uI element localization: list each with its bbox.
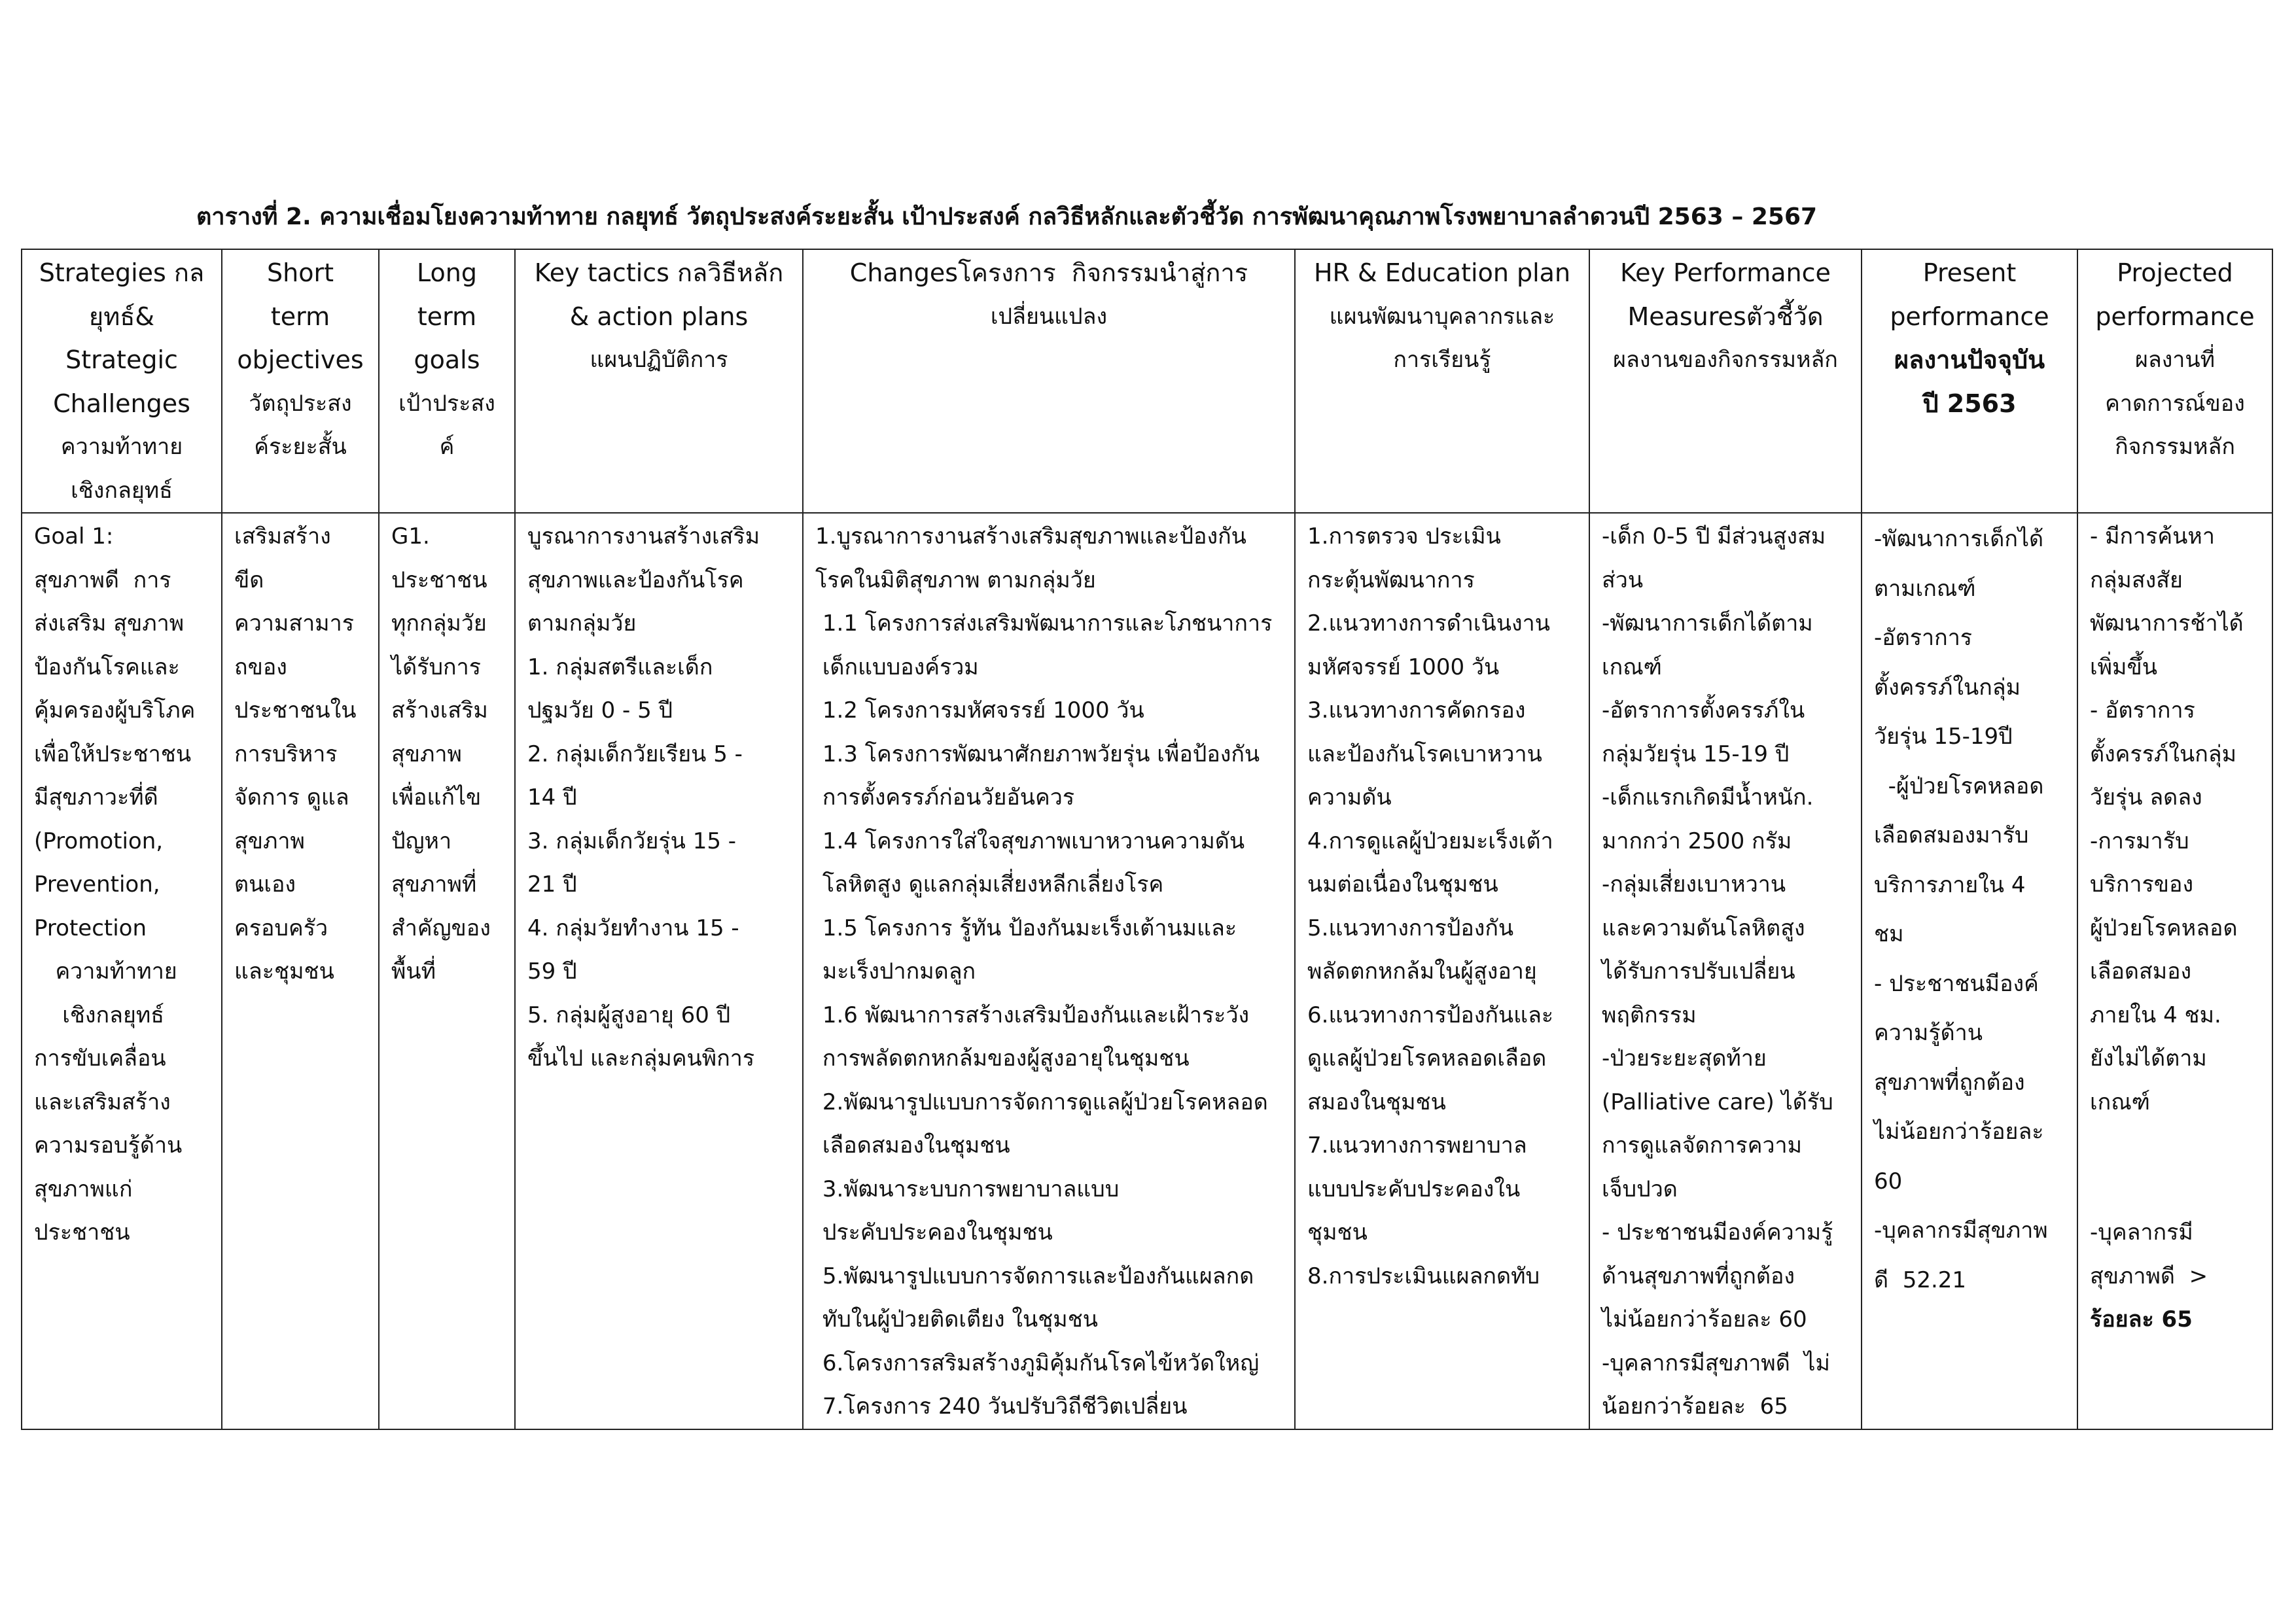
cell-line: เชิงกลยุทธ์ [34,1002,165,1028]
cell-line: สุขภาพ [391,741,462,767]
cell-line: สุขภาพดี การ [34,567,171,593]
cell-long-term [379,513,515,1429]
header-projected [2077,249,2272,513]
cell-line: ไม่น้อยกว่าร้อยละ [1874,1119,2044,1145]
cell-line: สุขภาพที่ถูกต้อง [1874,1069,2025,1096]
header-line: Strategies กล [39,258,205,287]
cell-line: -การมารับ [2090,828,2189,854]
cell-line: เลือดสมอง [2090,958,2192,985]
header-line: goals [414,345,480,374]
cell-line: นมต่อเนื่องในชุมชน [1307,871,1498,898]
projected-bottom [2090,1211,2263,1342]
cell-line: ชม [1874,921,1904,947]
cell-line: - ประชาชนมีองค์ [1874,970,2039,997]
cell-line: -เด็ก 0-5 ปี มีส่วนสูงสม [1602,523,1826,550]
cell-line: ไม่น้อยกว่าร้อยละ 60 [1602,1306,1807,1333]
header-line: ปี 2563 [1922,389,2017,418]
cell-changes [803,513,1295,1429]
cell-line: -เด็กแรกเกิดมีน้ำหนัก. [1602,784,1814,811]
cell-line: ร้อยละ 65 [2090,1306,2193,1333]
cell-line: (Palliative care) ได้รับ [1602,1089,1833,1115]
header-line: Projected [2117,258,2233,287]
cell-line: น้อยกว่าร้อยละ 65 [1602,1393,1788,1420]
cell-line: สุขภาพ [234,828,305,854]
cell-line: วัยรุ่น 15-19ปี [1874,724,2013,750]
cell-line: ดี 52.21 [1874,1266,1967,1293]
header-line: ค์ [439,434,455,460]
cell-line: ด้านสุขภาพที่ถูกต้อง [1602,1263,1795,1289]
header-kpm [1589,249,1862,513]
cell-line: 5. กลุ่มผู้สูงอายุ 60 ปี [527,1002,731,1028]
cell-line: และความดันโลหิตสูง [1602,915,1805,941]
cell-line: เสริมสร้าง [234,523,331,550]
cell-line: 1.1 โครงการส่งเสริมพัฒนาการและโภชนาการ [815,610,1273,637]
header-line: performance [1890,302,2049,331]
cell-line: พฤติกรรม [1602,1002,1697,1028]
cell-line: -อัตราการตั้งครรภ์ใน [1602,697,1805,724]
cell-line: พลัดตกหกล้มในผู้สูงอายุ [1307,958,1537,985]
cell-line: 1.การตรวจ ประเมิน [1307,523,1501,550]
header-row [22,249,2272,513]
cell-line: ถของ [234,654,287,680]
cell-line: การดูแลจัดการความ [1602,1132,1803,1159]
cell-line: สมองในชุมชน [1307,1089,1446,1115]
header-line: Strategic [65,345,178,374]
cell-line: - ประชาชนมีองค์ความรู้ [1602,1219,1833,1246]
header-line: ยุทธ์& [88,302,155,331]
cell-line: ประคับประคองในชุมชน [815,1219,1053,1246]
cell-short-term [222,513,379,1429]
cell-line: บริการของ [2090,871,2194,898]
header-line: Long [417,258,477,287]
header-line: เชิงกลยุทธ์ [71,477,173,504]
cell-line: สุขภาพที่ [391,871,477,898]
cell-line: -พัฒนาการเด็กได้ [1874,526,2044,552]
cell-line: เจ็บปวด [1602,1176,1678,1202]
cell-line: แบบประคับประคองใน [1307,1176,1521,1202]
cell-line: -พัฒนาการเด็กได้ตาม [1602,610,1813,637]
header-line: Changesโครงการ กิจกรรมนำสู่การ [849,258,1248,287]
cell-line: 5.พัฒนารูปแบบการจัดการและป้องกันแผลกด [815,1263,1254,1289]
cell-line: Goal 1: [34,523,114,550]
cell-line: ความรู้ด้าน [1874,1020,1983,1046]
header-key-tactics [515,249,803,513]
cell-line: โลหิตสูง ดูแลกลุ่มเสี่ยงหลีกเลี่ยงโรค [815,871,1164,898]
cell-line: 21 ปี [527,871,577,898]
header-strategies [22,249,222,513]
cell-line: 1.2 โครงการมหัศจรรย์ 1000 วัน [815,697,1144,724]
header-line: performance [2095,302,2255,331]
cell-line: วัยรุ่น ลดลง [2090,784,2202,811]
cell-line: ครอบครัว [234,915,328,941]
header-long-term [379,249,515,513]
cell-kpm [1589,513,1862,1429]
cell-line: - อัตราการ [2090,697,2195,724]
cell-line: ทุกกลุ่มวัย [391,610,487,637]
cell-line: สุขภาพและป้องกันโรค [527,567,744,593]
cell-strategies [22,513,222,1429]
cell-line: การตั้งครรภ์ก่อนวัยอันควร [815,784,1075,811]
cell-line: บูรณาการงานสร้างเสริม [527,523,760,550]
page-title: ตารางที่ 2. ความเชื่อมโยงความท้าทาย กลยุทธ์ วัตถุประสงค์ระยะสั้น เป้าประสงค์ กลวิธีหลักและตัวชี้วัด การพัฒนาคุณภาพโรงพยาบาลลำดวนปี 2563 – 2567 [196,203,1818,230]
header-line: & action plans [569,302,749,331]
header-line: term [417,302,477,331]
cell-line: 59 ปี [527,958,577,985]
cell-line: 60 [1874,1168,1903,1195]
cell-line: และชุมชน [234,958,334,985]
header-line: ความท้าทาย [60,434,183,460]
cell-projected [2077,513,2272,1429]
cell-line: 1.3 โครงการพัฒนาศักยภาพวัยรุ่น เพื่อป้องกัน [815,741,1260,767]
strategy-table [21,249,2273,1430]
cell-line: ได้รับการ [391,654,481,680]
cell-line: -ผู้ป่วยโรคหลอด [1874,773,2044,799]
header-line: objectives [237,345,364,374]
goal-row [22,513,2272,1429]
cell-line: Prevention, [34,871,160,898]
cell-line: ขึ้นไป และกลุ่มคนพิการ [527,1045,755,1072]
cell-line: ป้องกันโรคและ [34,654,180,680]
cell-line: ตั้งครรภ์ในกลุ่ม [1874,674,2021,701]
cell-line: เด็กแบบองค์รวม [815,654,979,680]
header-line: ผลงานของกิจกรรมหลัก [1613,347,1838,373]
cell-line: 7.แนวทางการพยาบาล [1307,1132,1527,1159]
header-changes [803,249,1295,513]
cell-line: สร้างเสริม [391,697,488,724]
cell-line: กลุ่มวัยรุ่น 15-19 ปี [1602,741,1790,767]
cell-line: มากกว่า 2500 กรัม [1602,828,1792,854]
cell-line: 14 ปี [527,784,577,811]
cell-line: 4.การดูแลผู้ป่วยมะเร็งเต้า [1307,828,1553,854]
cell-present [1862,513,2077,1429]
cell-line: สุขภาพดี > [2090,1263,2208,1289]
cell-line: กลุ่มสงสัย [2090,567,2183,593]
cell-hr-plan [1295,513,1589,1429]
header-hr-plan [1295,249,1589,513]
cell-line: ความท้าทาย [34,958,177,985]
cell-line: ตนเอง [234,871,296,898]
cell-line: เพิ่มขึ้น [2090,654,2157,680]
cell-line: 3.พัฒนาระบบการพยาบาลแบบ [815,1176,1120,1202]
cell-line: จัดการ ดูแล [234,784,349,811]
cell-line: ตามกลุ่มวัย [527,610,637,637]
cell-line: ขีด [234,567,264,593]
cell-line: ตามเกณฑ์ [1874,575,1976,602]
cell-line: เกณฑ์ [1602,654,1662,680]
cell-line: 3.แนวทางการคัดกรอง [1307,697,1526,724]
header-present [1862,249,2077,513]
cell-line: ส่วน [1602,567,1644,593]
cell-line: ชุมชน [1307,1219,1368,1246]
header-short-term [222,249,379,513]
cell-line: มีสุขภาวะที่ดี [34,784,158,811]
header-line: Key tactics กลวิธีหลัก [534,258,784,287]
cell-line: 1.5 โครงการ รู้ทัน ป้องกันมะเร็งเต้านมและ [815,915,1237,941]
cell-line: -กลุ่มเสี่ยงเบาหวาน [1602,871,1786,898]
header-line: ผลงานที่ [2134,347,2216,373]
cell-line: สำคัญของ [391,915,491,941]
cell-line: พื้นที่ [391,958,436,985]
cell-line: ตั้งครรภ์ในกลุ่ม [2090,741,2237,767]
cell-line: บริการภายใน 4 [1874,871,2026,898]
header-line: เปลี่ยนแปลง [990,303,1108,330]
cell-line: -อัตราการ [1874,625,1973,651]
cell-line: ดูแลผู้ป่วยโรคหลอดเลือด [1307,1045,1547,1072]
cell-line: ส่งเสริม สุขภาพ [34,610,185,637]
cell-line: 6.โครงการสริมสร้างภูมิคุ้มกันโรคไข้หวัดใหญ่ [815,1350,1260,1376]
header-line: เป้าประสง [398,390,495,417]
cell-line: เลือดสมองมารับ [1874,822,2029,848]
cell-line: -ป่วยระยะสุดท้าย [1602,1045,1767,1072]
cell-line: 1.4 โครงการใส่ใจสุขภาพเบาหวานความดัน [815,828,1245,854]
cell-line: มะเร็งปากมดลูก [815,958,976,985]
cell-line: 5.แนวทางการป้องกัน [1307,915,1514,941]
cell-line: โรคในมิติสุขภาพ ตามกลุ่มวัย [815,567,1096,593]
header-line: แผนปฏิบัติการ [590,347,728,373]
cell-line: 2. กลุ่มเด็กวัยเรียน 5 - [527,741,743,767]
header-line: ผลงานปัจจุบัน [1894,345,2045,374]
cell-line: ความสามาร [234,610,354,637]
cell-line: 1.บูรณาการงานสร้างเสริมสุขภาพและป้องกัน [815,523,1246,550]
header-line: Key Performance [1620,258,1831,287]
cell-line: -บุคลากรมี [2090,1219,2193,1246]
projected-top [2090,515,2263,1124]
header-line: term [270,302,330,331]
cell-line: Protection [34,915,147,941]
cell-line: ผู้ป่วยโรคหลอด [2090,915,2238,941]
cell-line: ประชาชน [391,567,487,593]
header-line: คาดการณ์ของ [2105,390,2245,417]
header-line: แผนพัฒนาบุคลากรและ [1329,303,1555,330]
cell-line: 1. กลุ่มสตรีและเด็ก [527,654,713,680]
cell-line: เกณฑ์ [2090,1089,2150,1115]
cell-line: เพื่อแก้ไข [391,784,482,811]
header-line: ค์ระยะสั้น [254,434,347,460]
header-line: กิจกรรมหลัก [2115,434,2235,460]
cell-line: เลือดสมองในชุมชน [815,1132,1010,1159]
cell-line: และเสริมสร้าง [34,1089,171,1115]
cell-line: ปฐมวัย 0 - 5 ปี [527,697,673,724]
cell-line: กระตุ้นพัฒนาการ [1307,567,1475,593]
cell-line: ภายใน 4 ชม. [2090,1002,2221,1028]
cell-line: 4. กลุ่มวัยทำงาน 15 - [527,915,739,941]
header-line: HR & Education plan [1313,258,1571,287]
cell-line: 1.6 พัฒนาการสร้างเสริมป้องกันและเฝ้าระวัง [815,1002,1250,1028]
cell-line: ความดัน [1307,784,1392,811]
cell-line: ทับในผู้ป่วยติดเตียง ในชุมชน [815,1306,1099,1333]
cell-line: 3. กลุ่มเด็กวัยรุ่น 15 - [527,828,737,854]
header-line: Short [267,258,334,287]
cell-line: การบริหาร [234,741,338,767]
header-line: วัตถุประสง [249,390,352,417]
cell-line: สุขภาพแก่ [34,1176,133,1202]
cell-line: ประชาชน [34,1219,130,1246]
cell-line: 8.การประเมินแผลกดทับ [1307,1263,1540,1289]
cell-line: G1. [391,523,430,550]
cell-line: ความรอบรู้ด้าน [34,1132,183,1159]
cell-line: 6.แนวทางการป้องกันและ [1307,1002,1554,1028]
cell-line: -บุคลากรมีสุขภาพดี ไม่ [1602,1350,1830,1376]
cell-line: มหัศจรรย์ 1000 วัน [1307,654,1500,680]
cell-line: (Promotion, [34,828,164,854]
cell-line: 2.พัฒนารูปแบบการจัดการดูแลผู้ป่วยโรคหลอด [815,1089,1268,1115]
cell-line: ปัญหา [391,828,452,854]
cell-line: -บุคลากรมีสุขภาพ [1874,1217,2048,1244]
header-line: Challenges [53,389,190,418]
cell-line: และป้องกันโรคเบาหวาน [1307,741,1542,767]
header-line: การเรียนรู้ [1393,347,1491,373]
cell-line: 2.แนวทางการดำเนินงาน [1307,610,1550,637]
cell-line: การขับเคลื่อน [34,1045,166,1072]
cell-key-tactics [515,513,803,1429]
header-line: Present [1922,258,2017,287]
cell-line: พัฒนาการช้าได้ [2090,610,2244,637]
cell-line: ได้รับการปรับเปลี่ยน [1602,958,1795,985]
cell-line: 7.โครงการ 240 วันปรับวิถีชีวิตเปลี่ยน [815,1393,1188,1420]
header-line: Measuresตัวชี้วัด [1627,302,1824,331]
cell-line: เพื่อให้ประชาชน [34,741,192,767]
cell-line: การพลัดตกหกล้มของผู้สูงอายุในชุมชน [815,1045,1190,1072]
cell-line: - มีการค้นหา [2090,523,2215,550]
cell-line: คุ้มครองผู้บริโภค [34,697,196,724]
cell-line: ประชาชนใน [234,697,357,724]
cell-line: ยังไม่ได้ตาม [2090,1045,2207,1072]
